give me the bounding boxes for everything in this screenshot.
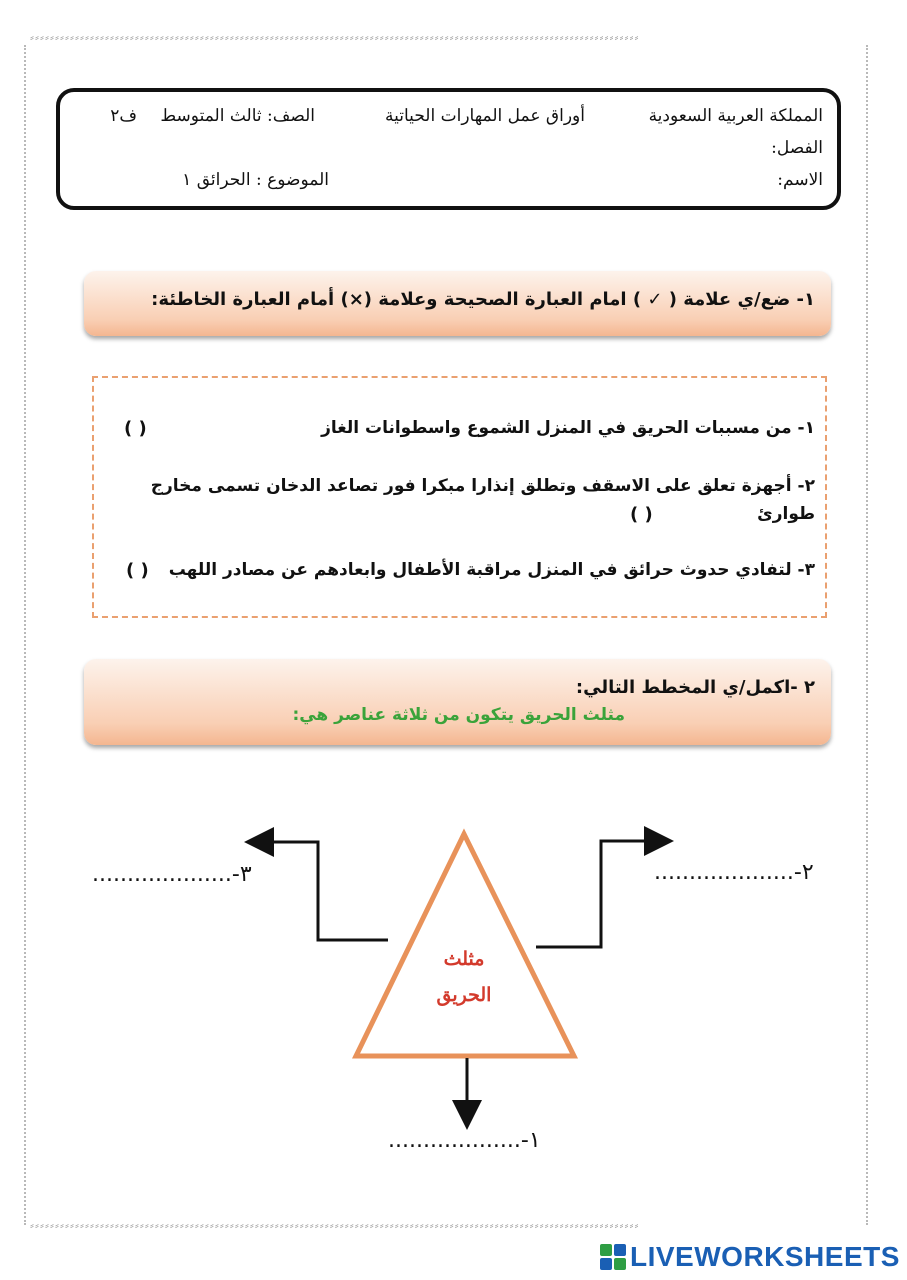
term-label: ف٢ <box>110 106 137 126</box>
liveworksheets-logo <box>600 1238 900 1276</box>
fire-triangle <box>356 834 574 1056</box>
page-border-bottom: ⸗⸗⸗⸗⸗⸗⸗⸗⸗⸗⸗⸗⸗⸗⸗⸗⸗⸗⸗⸗⸗⸗⸗⸗⸗⸗⸗⸗⸗⸗⸗⸗⸗⸗⸗⸗⸗⸗⸗⸗⸗⸗⸗⸗⸗⸗⸗⸗⸗⸗⸗⸗⸗⸗⸗⸗⸗⸗⸗⸗⸗⸗⸗⸗⸗⸗⸗⸗⸗⸗⸗⸗⸗⸗⸗⸗⸗⸗⸗⸗⸗⸗⸗⸗⸗⸗⸗⸗⸗⸗⸗⸗⸗⸗⸗⸗⸗⸗⸗⸗⸗⸗⸗⸗⸗⸗⸗⸗⸗⸗⸗⸗⸗⸗⸗⸗⸗⸗⸗⸗⸗⸗ <box>30 1218 640 1232</box>
arrow-to-item-3 <box>250 842 388 940</box>
logo-text: LIVEWORKSHEETS <box>630 1241 900 1272</box>
name-label: الاسم: <box>777 170 823 190</box>
section2-title: ٢ -اكمل/ي المخطط التالي: <box>575 677 815 698</box>
class-label: الفصل: <box>771 138 823 158</box>
question-1: ١- من مسببات الحريق في المنزل الشموع واسطوانات الغاز <box>321 418 815 438</box>
answer-blank-1[interactable]: ( ) <box>124 418 147 439</box>
page-border-top: ⸗⸗⸗⸗⸗⸗⸗⸗⸗⸗⸗⸗⸗⸗⸗⸗⸗⸗⸗⸗⸗⸗⸗⸗⸗⸗⸗⸗⸗⸗⸗⸗⸗⸗⸗⸗⸗⸗⸗⸗⸗⸗⸗⸗⸗⸗⸗⸗⸗⸗⸗⸗⸗⸗⸗⸗⸗⸗⸗⸗⸗⸗⸗⸗⸗⸗⸗⸗⸗⸗⸗⸗⸗⸗⸗⸗⸗⸗⸗⸗⸗⸗⸗⸗⸗⸗⸗⸗⸗⸗⸗⸗⸗⸗⸗⸗⸗⸗⸗⸗⸗⸗⸗⸗⸗⸗⸗⸗⸗⸗⸗⸗⸗⸗⸗⸗⸗⸗⸗⸗⸗⸗ <box>30 30 640 44</box>
question-2: ٢- أجهزة تعلق على الاسقف وتطلق إنذارا مبكرا فور تصاعد الدخان تسمى مخارج <box>150 476 815 496</box>
arrow-to-item-2 <box>536 841 668 947</box>
logo-mark-icon <box>600 1244 626 1270</box>
section1-title: ١- ضع/ي علامة ( ✓ ) امام العبارة الصحيحة وعلامة (×) أمام العبارة الخاطئة: <box>151 289 815 310</box>
kingdom-label: المملكة العربية السعودية <box>648 106 823 126</box>
triangle-label-line2: الحريق <box>436 984 492 1006</box>
answer-blank-3[interactable]: ( ) <box>126 560 149 581</box>
section2-subtitle: مثلث الحريق يتكون من ثلاثة عناصر هي: <box>292 705 625 725</box>
item-2-blank[interactable]: ....................-٢ <box>654 860 814 885</box>
question-3: ٣- لتفادي حدوث حرائق في المنزل مراقبة الأطفال وابعادهم عن مصادر اللهب <box>168 560 815 580</box>
triangle-label-line1: مثلث <box>443 948 485 970</box>
item-1-blank[interactable]: ...................-١ <box>388 1128 541 1153</box>
question-2-cont: طوارئ <box>757 504 815 524</box>
answer-blank-2[interactable]: ( ) <box>630 504 653 525</box>
topic-label: الموضوع : الحرائق ١ <box>182 170 329 190</box>
item-3-blank[interactable]: ....................-٣ <box>92 862 252 887</box>
sheet-title: أوراق عمل المهارات الحياتية <box>385 106 585 126</box>
grade-label: الصف: ثالث المتوسط <box>160 106 315 126</box>
